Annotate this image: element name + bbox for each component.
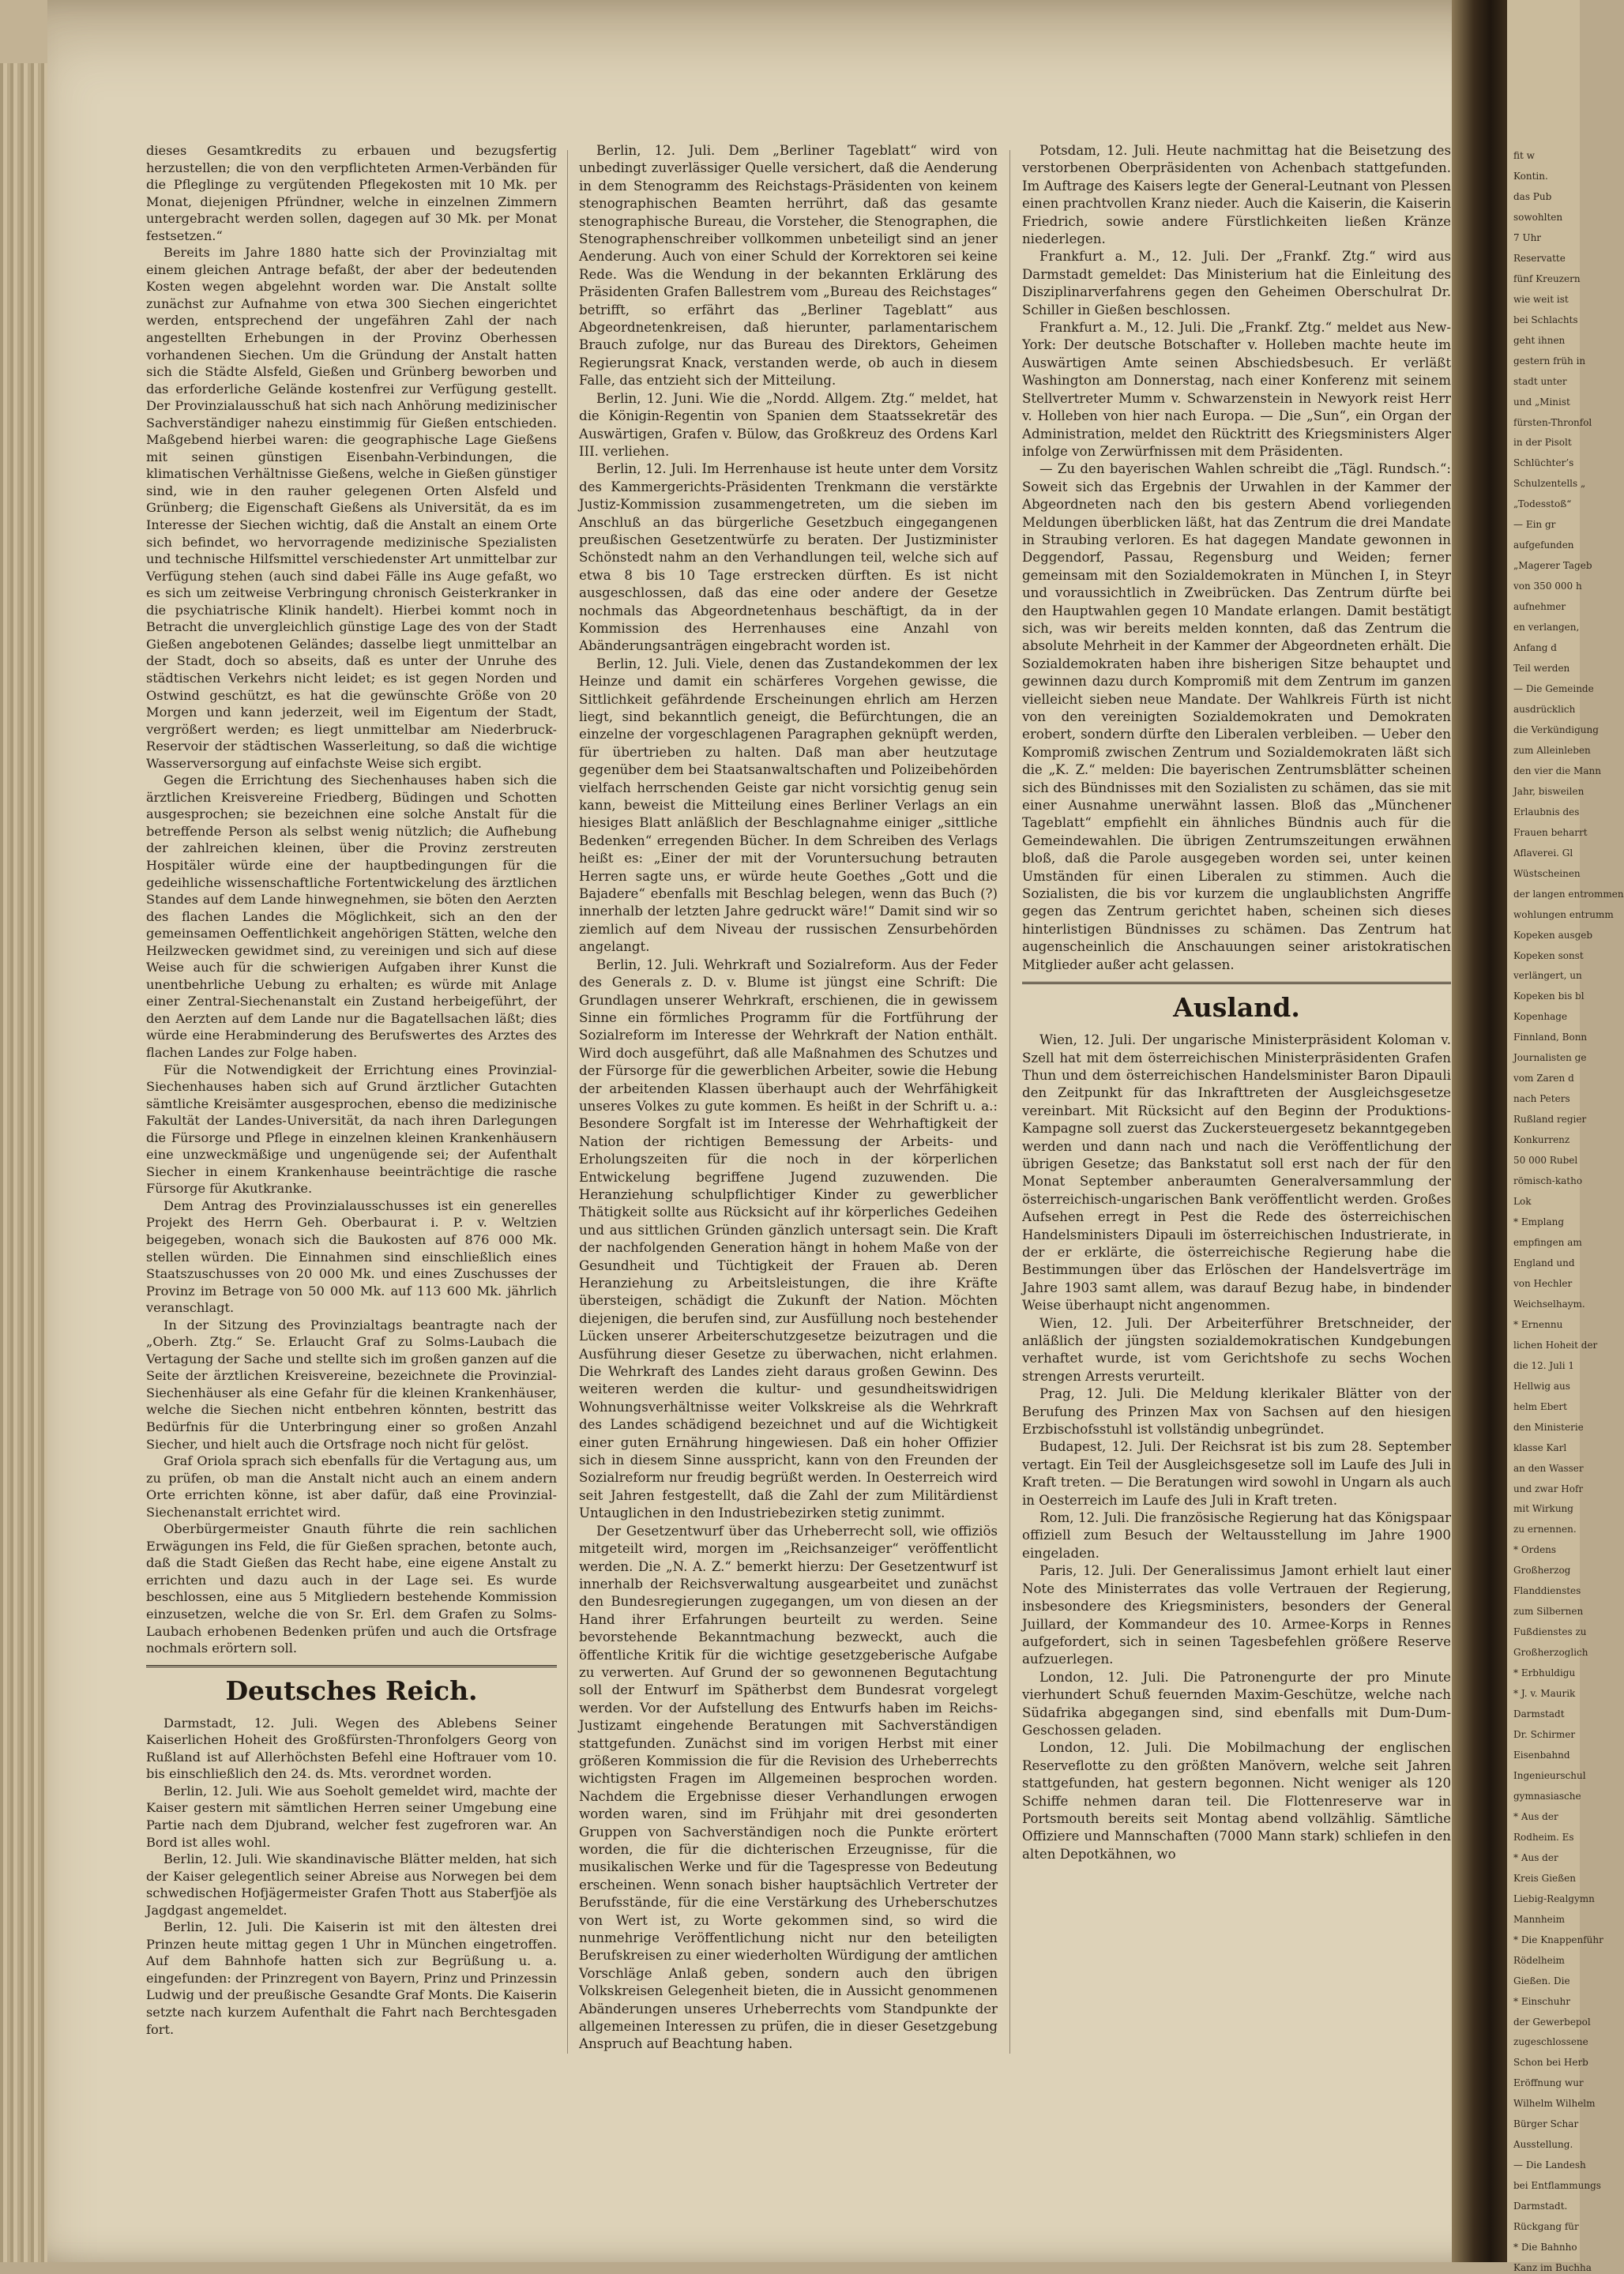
paragraph: Gegen die Errichtung des Siechenhauses haben sich die ärztlichen Kreisvereine Friedberg, Büdingen und Schotten ausgesprochen; sie bezeichnen eine solche Anstalt für die betreffende Person als selbst wenig nützlich; die Aufhebung der zahlreichen kleinen, über die Provinz zerstreuten Hospitäler würde eine der hauptbedingungen für die gedeihliche wissenschaftliche Fortentwickelung des ärztlichen Standes auf dem Lande hinwegnehmen, sie böten den Aerzten des flachen Landes die Möglichkeit, sich an den der gemeinsamen Oeffentlichkeit angehörigen Stätten, welche den Heilzwecken gewidmet sind, zu vereinigen und sich auf diese Weise auch für die schwierigen Aufgaben ihrer Kunst die unentbehrliche Uebung zu erhalten; es würde mit Anlage einer Zentral-Siechenanstalt ein Zustand herbeigeführt, der den Aerzten auf dem Lande nur die Bagatellsachen läßt; dies würde eine Herabminderung des Berufswertes des Arztes des flachen Landes zur Folge haben. xyxy=(146,772,557,1060)
news-item: Budapest, 12. Juli. Der Reichsrat ist bis zum 28. September vertagt. Ein Teil der Ausgleichsgesetze soll im Laufe des Juli in Kraft treten. — Die Beratungen wird sowohl in Ungarn als auch in Oesterreich im Laufe des Juli in Kraft treten. xyxy=(1022,1439,1451,1508)
next-page-line: empfingen am xyxy=(1513,1236,1582,1248)
next-page-line: zum Alleinleben xyxy=(1513,744,1591,756)
next-page-line: Wüstscheinen xyxy=(1513,867,1581,879)
next-page-line: den Ministerie xyxy=(1513,1421,1584,1433)
next-page-line: * J. v. Maurik xyxy=(1513,1688,1576,1700)
next-page-line: Kopenhage xyxy=(1513,1011,1568,1023)
next-page-line: * Emplang xyxy=(1513,1216,1565,1227)
next-page-line: Anfang d xyxy=(1513,642,1557,654)
next-page-line: Gießen. Die xyxy=(1513,1975,1570,1986)
next-page-line: Großherzoglich xyxy=(1513,1647,1588,1659)
next-page-line: ausdrücklich xyxy=(1513,703,1576,715)
next-page-line: Kopeken bis bl xyxy=(1513,990,1585,1002)
next-page-line: fit w xyxy=(1513,150,1535,161)
next-page-line: fünf Kreuzern xyxy=(1513,273,1581,284)
next-page-line: Bürger Schar xyxy=(1513,2118,1579,2130)
news-item: London, 12. Juli. Die Mobilmachung der englischen Reserveflotte zu den größten Manövern, welche seit Jahren stattgefunden, hat gestern begonnen. Nicht weniger als 120 Schiffe nehmen daran teil. Die Flottenreserve war in Portsmouth bereits seit Montag abend vollzählig. Sämtliche Offiziere und Mannschaften (7000 Mann stark) schliefen in den alten Depotkähnen, wo xyxy=(1022,1740,1451,1862)
next-page-line: gestern früh in xyxy=(1513,355,1586,366)
news-item: Berlin, 12. Juni. Wie die „Nordd. Allgem. Ztg.“ meldet, hat die Königin-Regentin von Spanien dem Staatssekretär des Auswärtigen, Grafen v. Bülow, das Großkreuz des Ordens Karl III. verliehen. xyxy=(579,390,998,459)
next-page-line: Darmstadt xyxy=(1513,1708,1565,1720)
section-divider xyxy=(146,1665,557,1667)
next-page-line: „Magerer Tageb xyxy=(1513,560,1592,572)
next-page-line: Eisenbahnd xyxy=(1513,1750,1570,1761)
next-page-line: der langen entrommen xyxy=(1513,888,1624,900)
next-page-line: nach Peters xyxy=(1513,1093,1570,1105)
paragraph: Bereits im Jahre 1880 hatte sich der Provinzialtag mit einem gleichen Antrage befaßt, der aber der bedeutenden Kosten wegen abgelehnt worden war. Die Anstalt sollte zunächst zur Aufnahme von etwa 300 Siechen eingerichtet werden, entsprechend der ungefähren Zahl der nach angestellten Erhebungen in der Provinz Oberhessen vorhandenen Siechen. Um die Gründung der Anstalt hatten sich die Städte Alsfeld, Gießen und Grünberg beworben und das erforderliche Gelände kostenfrei zur Verfügung gestellt. Der Provinzialausschuß hat sich nach Anhörung medizinischer Sachverständiger nahezu einstimmig für Gießen entschieden. Maßgebend hierbei waren: die geographische Lage Gießens mit seinen günstigen Eisenbahn-Verbindungen, die klimatischen Verhältnisse Gießens, welche in Gießen günstiger sind, wie in den rauher gelegenen Orten Alsfeld und Grünberg; die Eigenschaft Gießens als Universität, da es im Interesse der Siechen wichtig, daß die Anstalt an einem Orte sich befindet, wo hervorragende medizinische Spezialisten und technische Hilfsmittel verschiedenster Art unmittelbar zur Verfügung stehen (auch sind dabei Fälle ins Auge gefaßt, wo es sich um zeitweise Verbringung chronisch Geisterkranker in die psychiatrische Klinik handelt). Hierbei kommt noch in Betracht die unvergleichlich günstige Lage des von der Stadt Gießen angebotenen Geländes; dasselbe liegt unmittelbar an der Stadt, doch so abseits, daß es unter der Unruhe des städtischen Verkehrs nicht leidet; es ist gegen Norden und Ostwind geschützt, es hat die gewünschte Größe von 20 Morgen und kann jederzeit, weil im Eigentum der Stadt, vergrößert werden; es liegt unmittelbar am Niederbruck-Reservoir der städtischen Wasserleitung, so daß die wichtige Wasserversorgung auf einfachste Weise sich ergibt. xyxy=(146,245,557,771)
next-page-line: in der Pisolt xyxy=(1513,437,1572,449)
next-page-line: sowohlten xyxy=(1513,211,1563,223)
next-page-line: Aflaverei. Gl xyxy=(1513,847,1573,859)
next-page-line: Konkurrenz xyxy=(1513,1134,1570,1146)
next-page-line: Journalisten ge xyxy=(1513,1052,1587,1064)
next-page-line: — Die Gemeinde xyxy=(1513,683,1594,694)
next-page-line: stadt unter xyxy=(1513,375,1567,387)
next-page-line: Schlüchter’s xyxy=(1513,457,1574,469)
next-page-line: verlängert, un xyxy=(1513,970,1582,982)
next-page-line: helm Ebert xyxy=(1513,1400,1567,1412)
next-page-line: Weichselhaym. xyxy=(1513,1298,1585,1310)
next-page-line: Rodheim. Es xyxy=(1513,1831,1574,1843)
news-item: Wien, 12. Juli. Der Arbeiterführer Bretschneider, der anläßlich der jüngsten sozialdemokratischen Kundgebungen verhaftet wurde, ist vom Gerichtshofe zu sechs Wochen strengen Arrests verurteilt. xyxy=(1022,1315,1451,1384)
paragraph: Dem Antrag des Provinzialausschusses ist ein generelles Projekt des Herrn Geh. Oberbaurat i. P. v. Weltzien beigegeben, wonach sich die Baukosten auf 876 000 Mk. stellen würden. Die Einnahmen sind einschließlich eines Staatszuschusses von 20 000 Mk. und eines Zuschusses der Provinz im Betrage von 50 000 Mk. auf 113 600 Mk. jährlich veranschlagt. xyxy=(146,1197,557,1316)
next-page-line: Flanddienstes xyxy=(1513,1585,1581,1597)
next-page-line: * Die Knappenführ xyxy=(1513,1934,1603,1945)
next-page-line: Jahr, bisweilen xyxy=(1513,785,1585,797)
next-page-line: das Pub xyxy=(1513,190,1552,202)
next-page-line: klasse Karl xyxy=(1513,1441,1567,1453)
next-page-line: * Erbhuldigu xyxy=(1513,1667,1576,1679)
news-item: Berlin, 12. Juli. Wehrkraft und Sozialreform. Aus der Feder des Generals z. D. v. Blume ist jüngst eine Schrift: Die Grundlagen unserer Wehrkraft, erschienen, die in gewissem Sinne ein förmliches Programm für die Fortführung der Sozialreform im Interesse der Wehrkraft der Nation enthält. Wird doch ausgeführt, daß alle Maßnahmen des Schutzes und der Fürsorge für die gewerblichen Arbeiter, sowie die Hebung der arbeitenden Klassen überhaupt auch der Wehrfähigkeit unseres Volkes zu gute kommen. Es heißt in der Schrift u. a.: Besondere Sorgfalt ist im Interesse der Wehrhaftigkeit der Nation der richtigen Bemessung der Arbeits- und Erholungszeiten für die noch in der körperlichen Entwickelung begriffene Jugend zuzuwenden. Die Heranziehung schulpflichtiger Kinder zu gewerblicher Thätigkeit sollte aus Rücksicht auf ihr körperliches Gedeihen und aus sittlichen Gründen gänzlich untersagt sein. Die Kraft der nachfolgenden Generation hängt in hohem Maße von der Gesundheit und Tüchtigkeit der Frauen ab. Deren Heranziehung zu Arbeitsleistungen, die ihre Kräfte übersteigen, schädigt die Zukunft der Nation. Möchten diejenigen, die berufen sind, zur Ausfüllung noch bestehender Lücken unserer Arbeiterschutzgesetze beizutragen und die Ausführung dieser Gesetze zu überwachen, nicht erlahmen. Die Wehrkraft des Landes zieht daraus großen Gewinn. Des weiteren werden die kultur- und gesundheitswidrigen Wohnungsverhältnisse weiter Volkskreise als die Wehrkraft des Landes schädigend bezeichnet und auf die Wichtigkeit einer guten Ernährung hingewiesen. Daß ein hoher Offizier sich in diesem Sinne ausspricht, kann von den Freunden der Sozialreform nur freudig begrüßt werden. In Oesterreich wird seit Jahren festgestellt, daß die Zahl der zum Militärdienst Untauglichen in den Industriebezirken stetig zunimmt. xyxy=(579,957,998,1521)
next-page-line: von 350 000 h xyxy=(1513,581,1582,592)
news-item: London, 12. Juli. Die Patronengurte der pro Minute vierhundert Schuß feuernden Maxim-Geschütze, welche nach Südafrika abgegangen sind, sind ebenfalls mit Dum-Dum-Geschossen geladen. xyxy=(1022,1669,1451,1738)
next-page-line: Schulzentells „ xyxy=(1513,478,1586,490)
next-page-line: die 12. Juli 1 xyxy=(1513,1359,1574,1371)
next-page-line: Kopeken ausgeb xyxy=(1513,929,1593,941)
next-page-line: — Ein gr xyxy=(1513,519,1556,531)
next-page-line: Frauen beharrt xyxy=(1513,826,1588,838)
next-page-line: Rußland regier xyxy=(1513,1114,1587,1126)
news-item: Berlin, 12. Juli. Viele, denen das Zustandekommen der lex Heinze und damit ein schärferes Vorgehen gewisse, die Sittlichkeit gefährdende Erscheinungen ehrlich am Herzen liegt, sind bekanntlich geneigt, die Befürchtungen, die an einzelne der vorgeschlagenen Paragraphen geknüpft werden, für übertrieben zu halten. Daß man aber heutzutage gegenüber dem bei Staatsanwaltschaften und Polizeibehörden vielfach herrschenden Geiste gar nicht vorsichtig genug sein kann, beweist die Mitteilung eines Berliner Verlags an ein hiesiges Blatt anläßlich der Beschlagnahme einiger „sittliche Bedenken“ erregenden Bücher. In dem Schreiben des Verlags heißt es: „Einer der mit der Voruntersuchung betrauten Herren sagte uns, er würde heute Goethes „Gott und die Bajadere“ ebenfalls mit Beschlag belegen, wenn das Buch (?) innerhalb der letzten Jahre gedruckt wäre!“ Damit sind wir so ziemlich auf dem Niveau der russischen Zensurbehörden angelangt. xyxy=(579,656,998,955)
next-page-line: Reservatte xyxy=(1513,252,1566,264)
next-page-line: * Aus der xyxy=(1513,1810,1558,1822)
next-page-line: Wilhelm Wilhelm xyxy=(1513,2098,1596,2110)
paragraph: Für die Notwendigkeit der Errichtung eines Provinzial-Siechenhauses haben sich auf Grund ärztlicher Gutachten sämtliche Kreisämter ausgesprochen, ebenso die medizinische Fakultät der Landes-Universität, da nach ihren Darlegungen die Fürsorge und Pflege in einzelnen kleinen Krankenhäusern eine unzweckmäßige und ungenügende sei; der Aufenthalt Siecher in einem Krankenhause beeinträchtige die rasche Fürsorge für Akutkranke. xyxy=(146,1062,557,1197)
next-page-line: aufgefunden xyxy=(1513,539,1574,551)
next-page-line: Erlaubnis des xyxy=(1513,806,1580,818)
news-item: Wien, 12. Juli. Der ungarische Ministerpräsident Koloman v. Szell hat mit dem österreichischen Ministerpräsidenten Grafen Thun und dem österreichischen Handelsminister Baron Dipauli den Zeitpunkt für das Inkrafttreten der Ausgleichsgesetze vereinbart. Mit Rücksicht auf den Beginn der Produktions-Kampagne soll zuerst das Zuckersteuergesetz bekanntgegeben werden und dann nach und nach die Veröffentlichung der übrigen Gesetze; das Bankstatut soll erst nach der für den Monat September anberaumten Generalversammlung der österreichisch-ungarischen Bank veröffentlicht werden. Großes Aufsehen erregt in Pest die Rede des österreichischen Handelsministers Dipauli im österreichischen Industrierate, in der er erklärte, die österreichische Regierung habe die Bestimmungen über das Erlöschen der Handelsverträge im Jahre 1903 samt allem, was darauf Bezug habe, in bindender Weise überhaupt nicht angenommen. xyxy=(1022,1032,1451,1314)
news-item: Paris, 12. Juli. Der Generalissimus Jamont erhielt laut einer Note des Ministerrates das volle Vertrauen der Regierung, insbesondere des Kriegsministers, besonders der General Juillard, der Kommandeur des 10. Armee-Korps in Rennes aufgefordert, sich in seinen Tagesbefehlen größere Reserve aufzuerlegen. xyxy=(1022,1563,1451,1667)
next-page-line: die Verkündigung xyxy=(1513,724,1599,735)
next-page-line: Dr. Schirmer xyxy=(1513,1729,1576,1741)
next-page-line: Liebig-Realgymn xyxy=(1513,1892,1595,1904)
column-2 xyxy=(579,142,998,2054)
next-page-line: und „Minist xyxy=(1513,396,1570,408)
news-item: Berlin, 12. Juli. Wie skandinavische Blätter melden, hat sich der Kaiser gelegentlich seiner Abreise aus Norwegen bei dem schwedischen Hofjägermeister Grafen Thott aus Staberfjöe als Jagdgast angemeldet. xyxy=(146,1851,557,1918)
next-page-line: Ausstellung. xyxy=(1513,2139,1573,2151)
next-page-line: lichen Hoheit der xyxy=(1513,1339,1598,1351)
next-page-line: Fußdienstes zu xyxy=(1513,1626,1587,1638)
next-page-line: 50 000 Rubel xyxy=(1513,1155,1578,1167)
news-item: Prag, 12. Juli. Die Meldung klerikaler Blätter von der Berufung des Prinzen Max von Sachsen auf den hiesigen Erzbischofsstuhl ist vollständig unbegründet. xyxy=(1022,1386,1451,1438)
next-page-line: den vier die Mann xyxy=(1513,765,1601,776)
next-page-line: 7 Uhr xyxy=(1513,231,1542,243)
next-page-line: en verlangen, xyxy=(1513,622,1580,633)
next-page-line: bei Schlachts xyxy=(1513,314,1578,325)
next-page-line: * Ordens xyxy=(1513,1544,1557,1556)
next-page-line: * Aus der xyxy=(1513,1851,1558,1863)
next-page-line: römisch-katho xyxy=(1513,1175,1583,1187)
news-item: Frankfurt a. M., 12. Juli. Die „Frankf. Ztg.“ meldet aus New-York: Der deutsche Botschafter v. Holleben machte heute im Auswärtigen Amte seinen Abschiedsbesuch. Er verläßt Washington am Donnerstag, nach einer Konferenz mit seinem Stellvertreter Mumm v. Schwarzenstein in Newyork reist Herr v. Holleben von hier nach Europa. — Die „Sun“, ein Organ der Administration, meldet den Rücktritt des Kriegsministers Alger infolge von Zerwürfnissen mit dem Präsidenten. xyxy=(1022,320,1451,459)
column-rule xyxy=(1009,150,1010,2054)
news-item: Berlin, 12. Juli. Wie aus Soeholt gemeldet wird, machte der Kaiser gestern mit sämtlichen Herren seiner Umgebung eine Partie nach dem Djubrand, welcher fest zugefroren war. An Bord ist alles wohl. xyxy=(146,1783,557,1850)
next-page-line: zu ernennen. xyxy=(1513,1524,1577,1535)
news-item: Rom, 12. Juli. Die französische Regierung hat das Königspaar offiziell zum Besuch der Weltausstellung im Jahre 1900 eingeladen. xyxy=(1022,1510,1451,1561)
section-heading-ausland: Ausland. xyxy=(1173,992,1300,1024)
page-stack-edge xyxy=(0,63,47,2262)
next-page-line: Kopeken sonst xyxy=(1513,949,1584,961)
next-page-fragment xyxy=(1507,0,1624,2274)
next-page-line: zugeschlossene xyxy=(1513,2036,1588,2048)
next-page-line: Eröffnung wur xyxy=(1513,2077,1584,2089)
next-page-line: Kontin. xyxy=(1513,170,1548,182)
next-page-line: aufnehmer xyxy=(1513,601,1566,613)
next-page-line: vom Zaren d xyxy=(1513,1073,1574,1084)
paragraph: dieses Gesamtkredits zu erbauen und bezugsfertig herzustellen; die von den verpflichteten Armen-Verbänden für die Pfleglinge zu vergütenden Pflegekosten mit 10 Mk. per Monat, diejenigen Pfründner, welche in einzelnen Zimmern untergebracht werden sollen, dagegen auf 30 Mk. per Monat festsetzen.“ xyxy=(146,143,557,243)
next-page-line: geht ihnen xyxy=(1513,334,1566,346)
column-1 xyxy=(146,142,557,2038)
news-item: Berlin, 12. Juli. Dem „Berliner Tageblatt“ wird von unbedingt zuverlässiger Quelle versichert, daß die Aenderung in dem Stenogramm des Reichstags-Präsidenten von keinem stenographischen Beamten herrührt, daß das gesamte stenographische Bureau, die Vorsteher, die Stenographen, die Stenographenschreiber vollkommen unbeteiligt sind an jener Aenderung. Auch von einer Schuld der Korrektoren sei keine Rede. Was die Wendung in der bekannten Erklärung des Präsidenten Grafen Ballestrem vom „Bureau des Reichstages“ betrifft, so erfährt das „Berliner Tageblatt“ aus Abgeordnetenkreisen, daß hierunter, parlamentarischem Brauch zufolge, nur das Bureau des Direktors, Geheimen Regierungsrat Knack, verstanden werde, ob auch in diesem Falle, das entzieht sich der Mitteilung. xyxy=(579,143,998,389)
paragraph: Oberbürgermeister Gnauth führte die rein sachlichen Erwägungen ins Feld, die für Gießen sprachen, betonte auch, daß die Stadt Gießen das Recht habe, eine eigene Anstalt zu errichten und dazu auch in der Lage sei. Es wurde beschlossen, eine aus 5 Mitgliedern bestehende Kommission einzusetzen, welche die von Sr. Erl. dem Grafen zu Solms-Laubach erhobenen Bedenken prüfen und auch die Ortsfrage nochmals erörtern soll. xyxy=(146,1521,557,1656)
next-page-line: * Ernennu xyxy=(1513,1318,1563,1330)
next-page-line: wie weit ist xyxy=(1513,293,1569,305)
paragraph: Graf Oriola sprach sich ebenfalls für die Vertagung aus, um zu prüfen, ob man die Anstalt nicht auch an einem andern Orte errichten könne, ist aber dafür, daß eine Provinzial-Siechenanstalt errichtet wird. xyxy=(146,1453,557,1520)
news-item: Der Gesetzentwurf über das Urheberrecht soll, wie offiziös mitgeteilt wird, morgen im „Reichsanzeiger“ veröffentlicht werden. Die „N. A. Z.“ bemerkt hierzu: Der Gesetzentwurf ist innerhalb der Reichsverwaltung ausgearbeitet und zunächst den Bundesregierungen zugegangen, um von diesen an der Hand ihrer Erfahrungen beurteilt zu werden. Seine bevorstehende Bekanntmachung bezweckt, auch die öffentliche Kritik für die wichtige gesetzgeberische Aufgabe zu verwerten. Auf Grund der so gewonnenen Begutachtung soll der Entwurf im Spätherbst dem Bundesrat vorgelegt werden. Vor der Aufstellung des Entwurfs haben im Reichs-Justizamt eingehende Beratungen mit Sachverständigen stattgefunden. Zunächst sind im vorigen Herbst mit einer größeren Kommission die für die Revision des Urheberrechts wichtigsten Fragen im Allgemeinen besprochen worden. Nachdem die Ergebnisse dieser Verhandlungen erwogen worden waren, sind im Frühjahr mit drei gesonderten Gruppen von Sachverständigen noch die Punkte erörtert worden, die für die dichterischen Erzeugnisse, für die musikalischen Werke und für die Tagespresse von Bedeutung erscheinen. Wenn sonach bisher hauptsächlich Vertreter der Berufsstände, für die eine Verstärkung des Urheberschutzes von Wert ist, zu Worte gekommen sind, so wird die nunmehrige Veröffentlichung nicht nur den beteiligten Berufskreisen zu einer wiederholten Würdigung der amtlichen Vorschläge Anlaß geben, sondern auch den übrigen Volkskreisen Gelegenheit bieten, die in Aussicht genommenen Abänderungen unseres Urheberrechts vom Standpunkte der allgemeinen Interessen zu prüfen, die in dieser Gesetzgebung Anspruch auf Beachtung haben. xyxy=(579,1523,998,2052)
next-page-line: bei Entflammungs xyxy=(1513,2180,1601,2192)
next-page-line: Hellwig aus xyxy=(1513,1380,1570,1392)
news-item: Berlin, 12. Juli. Die Kaiserin ist mit den ältesten drei Prinzen heute mittag gegen 1 Uhr in München eingetroffen. Auf dem Bahnhofe hatten sich zur Begrüßung u. a. eingefunden: der Prinzregent von Bayern, Prinz und Prinzessin Ludwig und der preußische Gesandte Graf Monts. Die Kaiserin setzte nach kurzem Aufenthalt die Fahrt nach Berchtesgaden fort. xyxy=(146,1919,557,2037)
section-heading-deutsches-reich: Deutsches Reich. xyxy=(225,1674,478,1706)
next-page-line: fürsten-Thronfol xyxy=(1513,416,1592,428)
next-page-line: zum Silbernen xyxy=(1513,1606,1584,1618)
binding-gutter xyxy=(1452,0,1507,2262)
next-page-line: von Hechler xyxy=(1513,1277,1573,1289)
next-page-line: Ingenieurschul xyxy=(1513,1769,1586,1781)
next-page-line: „Todesstoß“ xyxy=(1513,498,1572,510)
next-page-line: gymnasiasche xyxy=(1513,1790,1581,1802)
next-page-line: wohlungen entrumm xyxy=(1513,908,1614,920)
news-item: Potsdam, 12. Juli. Heute nachmittag hat die Beisetzung des verstorbenen Oberpräsidenten von Achenbach stattgefunden. Im Auftrage des Kaisers legte der General-Leutnant von Plessen einen prachtvollen Kranz nieder. Auch die Kaiserin, die Kaiserin Friedrich, sowie andere Fürstlichkeiten ließen Kränze niederlegen. xyxy=(1022,143,1451,247)
next-page-line: an den Wasser xyxy=(1513,1462,1584,1474)
next-page-line: Rödelheim xyxy=(1513,1954,1565,1966)
next-page-line: Rückgang für xyxy=(1513,2221,1579,2233)
next-page-line: Lok xyxy=(1513,1196,1532,1208)
next-page-line: Großherzog xyxy=(1513,1565,1571,1577)
next-page-line: Finnland, Bonn xyxy=(1513,1032,1588,1043)
paragraph: In der Sitzung des Provinzialtags beantragte nach der „Oberh. Ztg.“ Se. Erlaucht Graf zu Solms-Laubach die Vertagung der Sache und stellte sich im großen ganzen auf die Seite der ärztlichen Kreisvereine, bezeichnete die Provinzial-Siechenhäuser als eine Gefahr für die kleinen Krankenhäuser, welche die Siechen nicht entbehren könnten, bestritt das Bedürfnis für die Unterbringung einer so großen Anzahl Siecher, und hielt auch die Ortsfrage noch nicht für gelöst. xyxy=(146,1317,557,1452)
next-page-line: Kreis Gießen xyxy=(1513,1872,1576,1884)
news-item: Berlin, 12. Juli. Im Herrenhause ist heute unter dem Vorsitz des Kammergerichts-Präsidenten Trenkmann die verstärkte Justiz-Kommission zusammengetreten, um die sieben im Anschluß an das bürgerliche Gesetzbuch eingegangenen preußischen Gesetzentwürfe zu beraten. Der Justizminister Schönstedt nahm an den Verhandlungen teil, welche sich auf etwa 8 bis 10 Tage erstrecken dürften. Es ist nicht ausgeschlossen, daß das eine oder andere der Gesetze nochmals das Abgeordnetenhaus beschäftigt, da in der Kommission des Herrenhauses eine Anzahl von Abänderungsanträgen eingebracht worden ist. xyxy=(579,461,998,654)
news-item: Frankfurt a. M., 12. Juli. Der „Frankf. Ztg.“ wird aus Darmstadt gemeldet: Das Ministerium hat die Einleitung des Disziplinarverfahrens gegen den Geheimen Oberschulrat Dr. Schiller in Gießen beschlossen. xyxy=(1022,249,1451,318)
news-item: — Zu den bayerischen Wahlen schreibt die „Tägl. Rundsch.“: Soweit sich das Ergebnis der Urwahlen in der Kammer der Abgeordneten nach den bis gestern Abend vorliegenden Meldungen überblicken läßt, hat das Zentrum die drei Mandate in Straubing verloren. Es hat dagegen Mandate gewonnen in Deggendorf, Passau, Regensburg und Weiden; ferner gemeinsam mit den Sozialdemokraten in München I, in Steyr und voraussichtlich in Zweibrücken. Das Zentrum dürfte bei den Hauptwahlen gegen 10 Mandate erlangen. Damit bestätigt sich, was wir bereits melden konnten, daß das Zentrum die absolute Mehrheit in der Kammer der Abgeordneten erhält. Die Sozialdemokraten haben ihre bisherigen Sitze behauptet und gewinnen dazu durch Kompromiß mit dem Zentrum im ganzen vielleicht sieben neue Mandate. Der Wahlkreis Fürth ist nicht von den vereinigten Sozialdemokraten und Demokraten erobert, sondern dürfte den Liberalen verbleiben. — Ueber den Kompromiß zwischen Zentrum und Sozialdemokraten läßt sich die „K. Z.“ melden: Die bayerischen Zentrumsblätter scheinen sich des Bündnisses mit den Sozialisten zu schämen, das sie mit einer Ausnahme unerwähnt lassen. Bloß das „Münchener Tageblatt“ empfiehlt ein ähnliches Bündnis auch für die Gemeindewahlen. Die übrigen Zentrumszeitungen erwähnen bloß, daß die Parole ausgegeben worden sei, unter keinen Umständen für einen Liberalen zu stimmen. Auch die Sozialisten, die bis vor kurzem die unglaublichsten Angriffe gegen das Zentrum gerichtet haben, scheinen sich dieses hinterlistigen Bündnisses zu schämen. Das Zentrum hat augenscheinlich die Anschauungen seiner aristokratischen Mitglieder außer acht gelassen. xyxy=(1022,461,1451,972)
next-page-line: Teil werden xyxy=(1513,663,1570,675)
next-page-line: England und xyxy=(1513,1257,1575,1269)
next-page-line: Schon bei Herb xyxy=(1513,2057,1588,2069)
next-page-line: Kanz im Buchha xyxy=(1513,2262,1592,2274)
next-page-line: und zwar Hofr xyxy=(1513,1483,1584,1494)
next-page-line: Mannheim xyxy=(1513,1913,1565,1925)
next-page-line: * Einschuhr xyxy=(1513,1995,1570,2007)
section-divider xyxy=(1022,982,1451,984)
next-page-line: mit Wirkung xyxy=(1513,1503,1573,1515)
next-page-line: — Die Landesh xyxy=(1513,2159,1586,2171)
next-page-line: Darmstadt. xyxy=(1513,2201,1568,2212)
column-3 xyxy=(1022,142,1451,1863)
next-page-line: * Die Bahnho xyxy=(1513,2242,1577,2253)
next-page-line: der Gewerbepol xyxy=(1513,2016,1591,2028)
news-item: Darmstadt, 12. Juli. Wegen des Ablebens Seiner Kaiserlichen Hoheit des Großfürsten-Thronfolgers Georg von Rußland ist auf Allerhöchsten Befehl eine Hoftrauer vom 10. bis einschließlich den 24. ds. Mts. verordnet worden. xyxy=(146,1715,557,1782)
column-rule xyxy=(567,150,568,2054)
